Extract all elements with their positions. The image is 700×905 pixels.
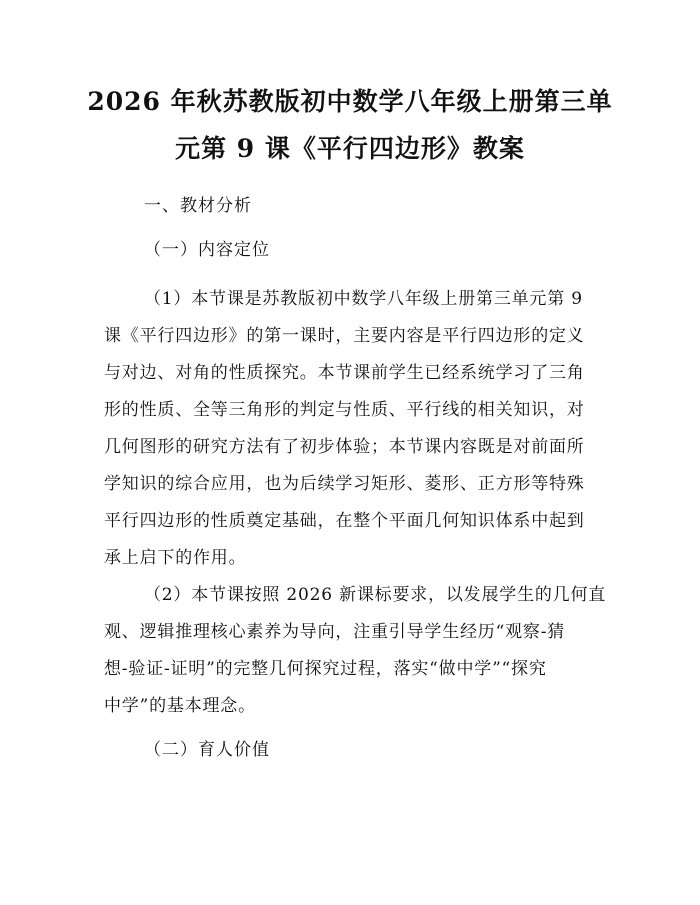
paragraph-line: 观、逻辑推理核心素养为导向，注重引导学生经历“观察-猜	[104, 622, 566, 642]
paragraph-line: 平行四边形的性质奠定基础，在整个平面几何知识体系中起到	[104, 511, 585, 531]
document-title-line-1: 2026 年秋苏教版初中数学八年级上册第三单	[87, 87, 613, 116]
paragraph-line: （2）本节课按照 2026 新课标要求，以发展学生的几何直	[144, 585, 607, 605]
paragraph-line: 承上启下的作用。	[104, 548, 247, 568]
paragraph-line: 形的性质、全等三角形的判定与性质、平行线的相关知识，对	[104, 400, 585, 420]
document-title-line-2: 元第 9 课《平行四边形》教案	[175, 134, 525, 163]
subsection-heading-content-positioning: （一）内容定位	[144, 240, 270, 260]
paragraph-line: 课《平行四边形》的第一课时，主要内容是平行四边形的定义	[104, 326, 585, 346]
paragraph-line: 想-验证-证明”的完整几何探究过程，落实“做中学”“探究	[104, 659, 547, 679]
paragraph-line: 几何图形的研究方法有了初步体验；本节课内容既是对前面所	[104, 437, 585, 457]
paragraph-line: （1）本节课是苏教版初中数学八年级上册第三单元第 9	[144, 289, 583, 309]
paragraph-line: 学知识的综合应用，也为后续学习矩形、菱形、正方形等特殊	[104, 474, 585, 494]
paragraph-line: 中学”的基本理念。	[104, 696, 256, 716]
paragraph-content-positioning-2	[104, 577, 606, 725]
paragraph-content-positioning-1	[104, 281, 585, 577]
section-heading-teaching-material-analysis: 一、教材分析	[144, 196, 252, 216]
paragraph-line: 与对边、对角的性质探究。本节课前学生已经系统学习了三角	[104, 363, 585, 383]
subsection-heading-educational-value: （二）育人价值	[144, 740, 270, 760]
